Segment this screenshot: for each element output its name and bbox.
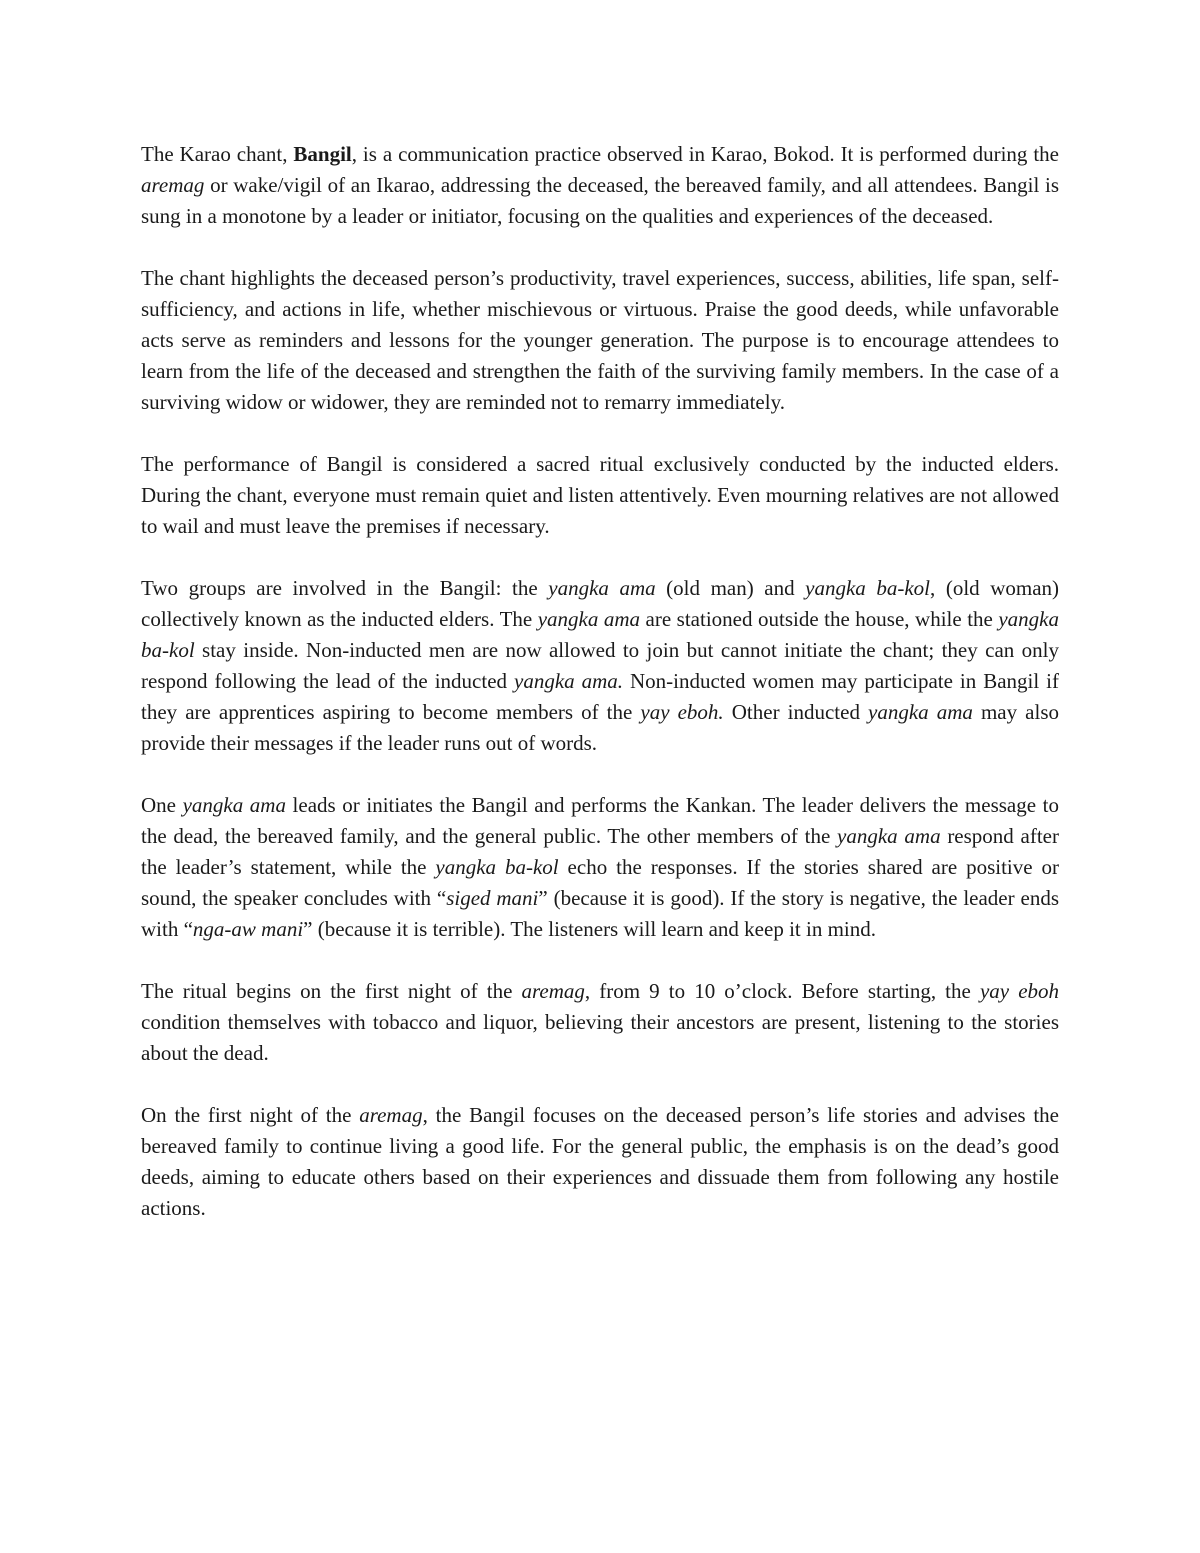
paragraph-7 — [141, 1100, 1059, 1224]
text-segment: ” (because it is good). If the story is negative, the leader ends with “ — [141, 886, 1059, 941]
italic-term: aremag — [141, 173, 205, 197]
text-segment: stay inside. Non-inducted men are now allowed to join but cannot initiate the chant; they can only respond following the lead of the inducted — [141, 638, 1059, 693]
italic-term: yangka ama — [548, 576, 656, 600]
paragraph-5 — [141, 790, 1059, 945]
paragraph-6 — [141, 976, 1059, 1069]
italic-term: yangka ba-kol — [805, 576, 931, 600]
paragraph-3 — [141, 449, 1059, 542]
italic-term: yay eboh — [979, 979, 1060, 1003]
italic-term: yangka ba-kol — [141, 607, 1060, 662]
italic-term: yangka ama — [182, 793, 286, 817]
text-segment: , the Bangil focuses on the deceased person’s life stories and advises the bereaved family to continue living a good life. For the general public, the emphasis is on the dead’s good deeds, aiming to educate others based on their experiences and dissuade them from following any hostile actions. — [141, 1103, 1060, 1220]
italic-term: yangka ama. — [514, 669, 624, 693]
text-segment: are stationed outside the house, while the — [640, 607, 999, 631]
text-segment: leads or initiates the Bangil and performs the Kankan. The leader delivers the message to the dead, the bereaved family, and the general public. The other members of the — [141, 793, 1059, 848]
bold-term: Bangil — [293, 142, 352, 166]
italic-term: yangka ama — [837, 824, 941, 848]
text-segment: Two groups are involved in the Bangil: the — [141, 576, 549, 600]
text-segment: echo the responses. If the stories shared are positive or sound, the speaker concludes with “ — [141, 855, 1059, 910]
document-page — [141, 139, 1059, 1224]
text-segment: may also provide their messages if the leader runs out of words. — [141, 700, 1060, 755]
italic-term: nga-aw mani — [192, 917, 304, 941]
paragraph-1 — [141, 139, 1059, 232]
italic-term: yangka ama — [868, 700, 973, 724]
text-segment: ” (because it is terrible). The listeners will learn and keep it in mind. — [303, 917, 877, 941]
italic-term: yangka ama — [537, 607, 641, 631]
text-segment: (old man) and — [655, 576, 806, 600]
text-segment: The chant highlights the deceased person’s productivity, travel experiences, success, abilities, life span, self-sufficiency, and actions in life, whether mischievous or virtuous. Praise the good deeds, while unfavorable acts serve as reminders and lessons for the younger generation. The purpose is to encourage attendees to learn from the life of the deceased and strengthen the faith of the surviving family members. In the case of a surviving widow or widower, they are reminded not to remarry immediately. — [141, 266, 1059, 414]
text-segment: Other inducted — [723, 700, 869, 724]
italic-term: yangka ba-kol — [435, 855, 559, 879]
text-segment: , (old woman) collectively known as the inducted elders. The — [141, 576, 1060, 631]
text-segment: , from 9 to 10 o’clock. Before starting, the — [584, 979, 980, 1003]
text-segment: On the first night of the — [141, 1103, 360, 1127]
text-segment: condition themselves with tobacco and liquor, believing their ancestors are present, listening to the stories about the dead. — [141, 1010, 1059, 1065]
text-segment: respond after the leader’s statement, while the — [141, 824, 1059, 879]
italic-term: aremag — [521, 979, 585, 1003]
italic-term: aremag — [359, 1103, 423, 1127]
text-segment: The performance of Bangil is considered a sacred ritual exclusively conducted by the inducted elders. During the chant, everyone must remain quiet and listen attentively. Even mourning relatives are not allowed to wail and must leave the premises if necessary. — [141, 452, 1059, 538]
paragraph-2 — [141, 263, 1059, 418]
text-segment: One — [141, 793, 183, 817]
italic-term: siged mani — [446, 886, 539, 910]
italic-term: yay eboh. — [640, 700, 724, 724]
text-segment: Non-inducted women may participate in Bangil if they are apprentices aspiring to become members of the — [141, 669, 1060, 724]
text-segment: , is a communication practice observed in Karao, Bokod. It is performed during the — [351, 142, 1059, 166]
paragraph-4 — [141, 573, 1059, 759]
text-segment: or wake/vigil of an Ikarao, addressing the deceased, the bereaved family, and all attendees. Bangil is sung in a monotone by a leader or initiator, focusing on the qualities and experiences of the deceased. — [141, 173, 1059, 228]
text-segment: The Karao chant, — [141, 142, 294, 166]
text-segment: The ritual begins on the first night of the — [141, 979, 522, 1003]
